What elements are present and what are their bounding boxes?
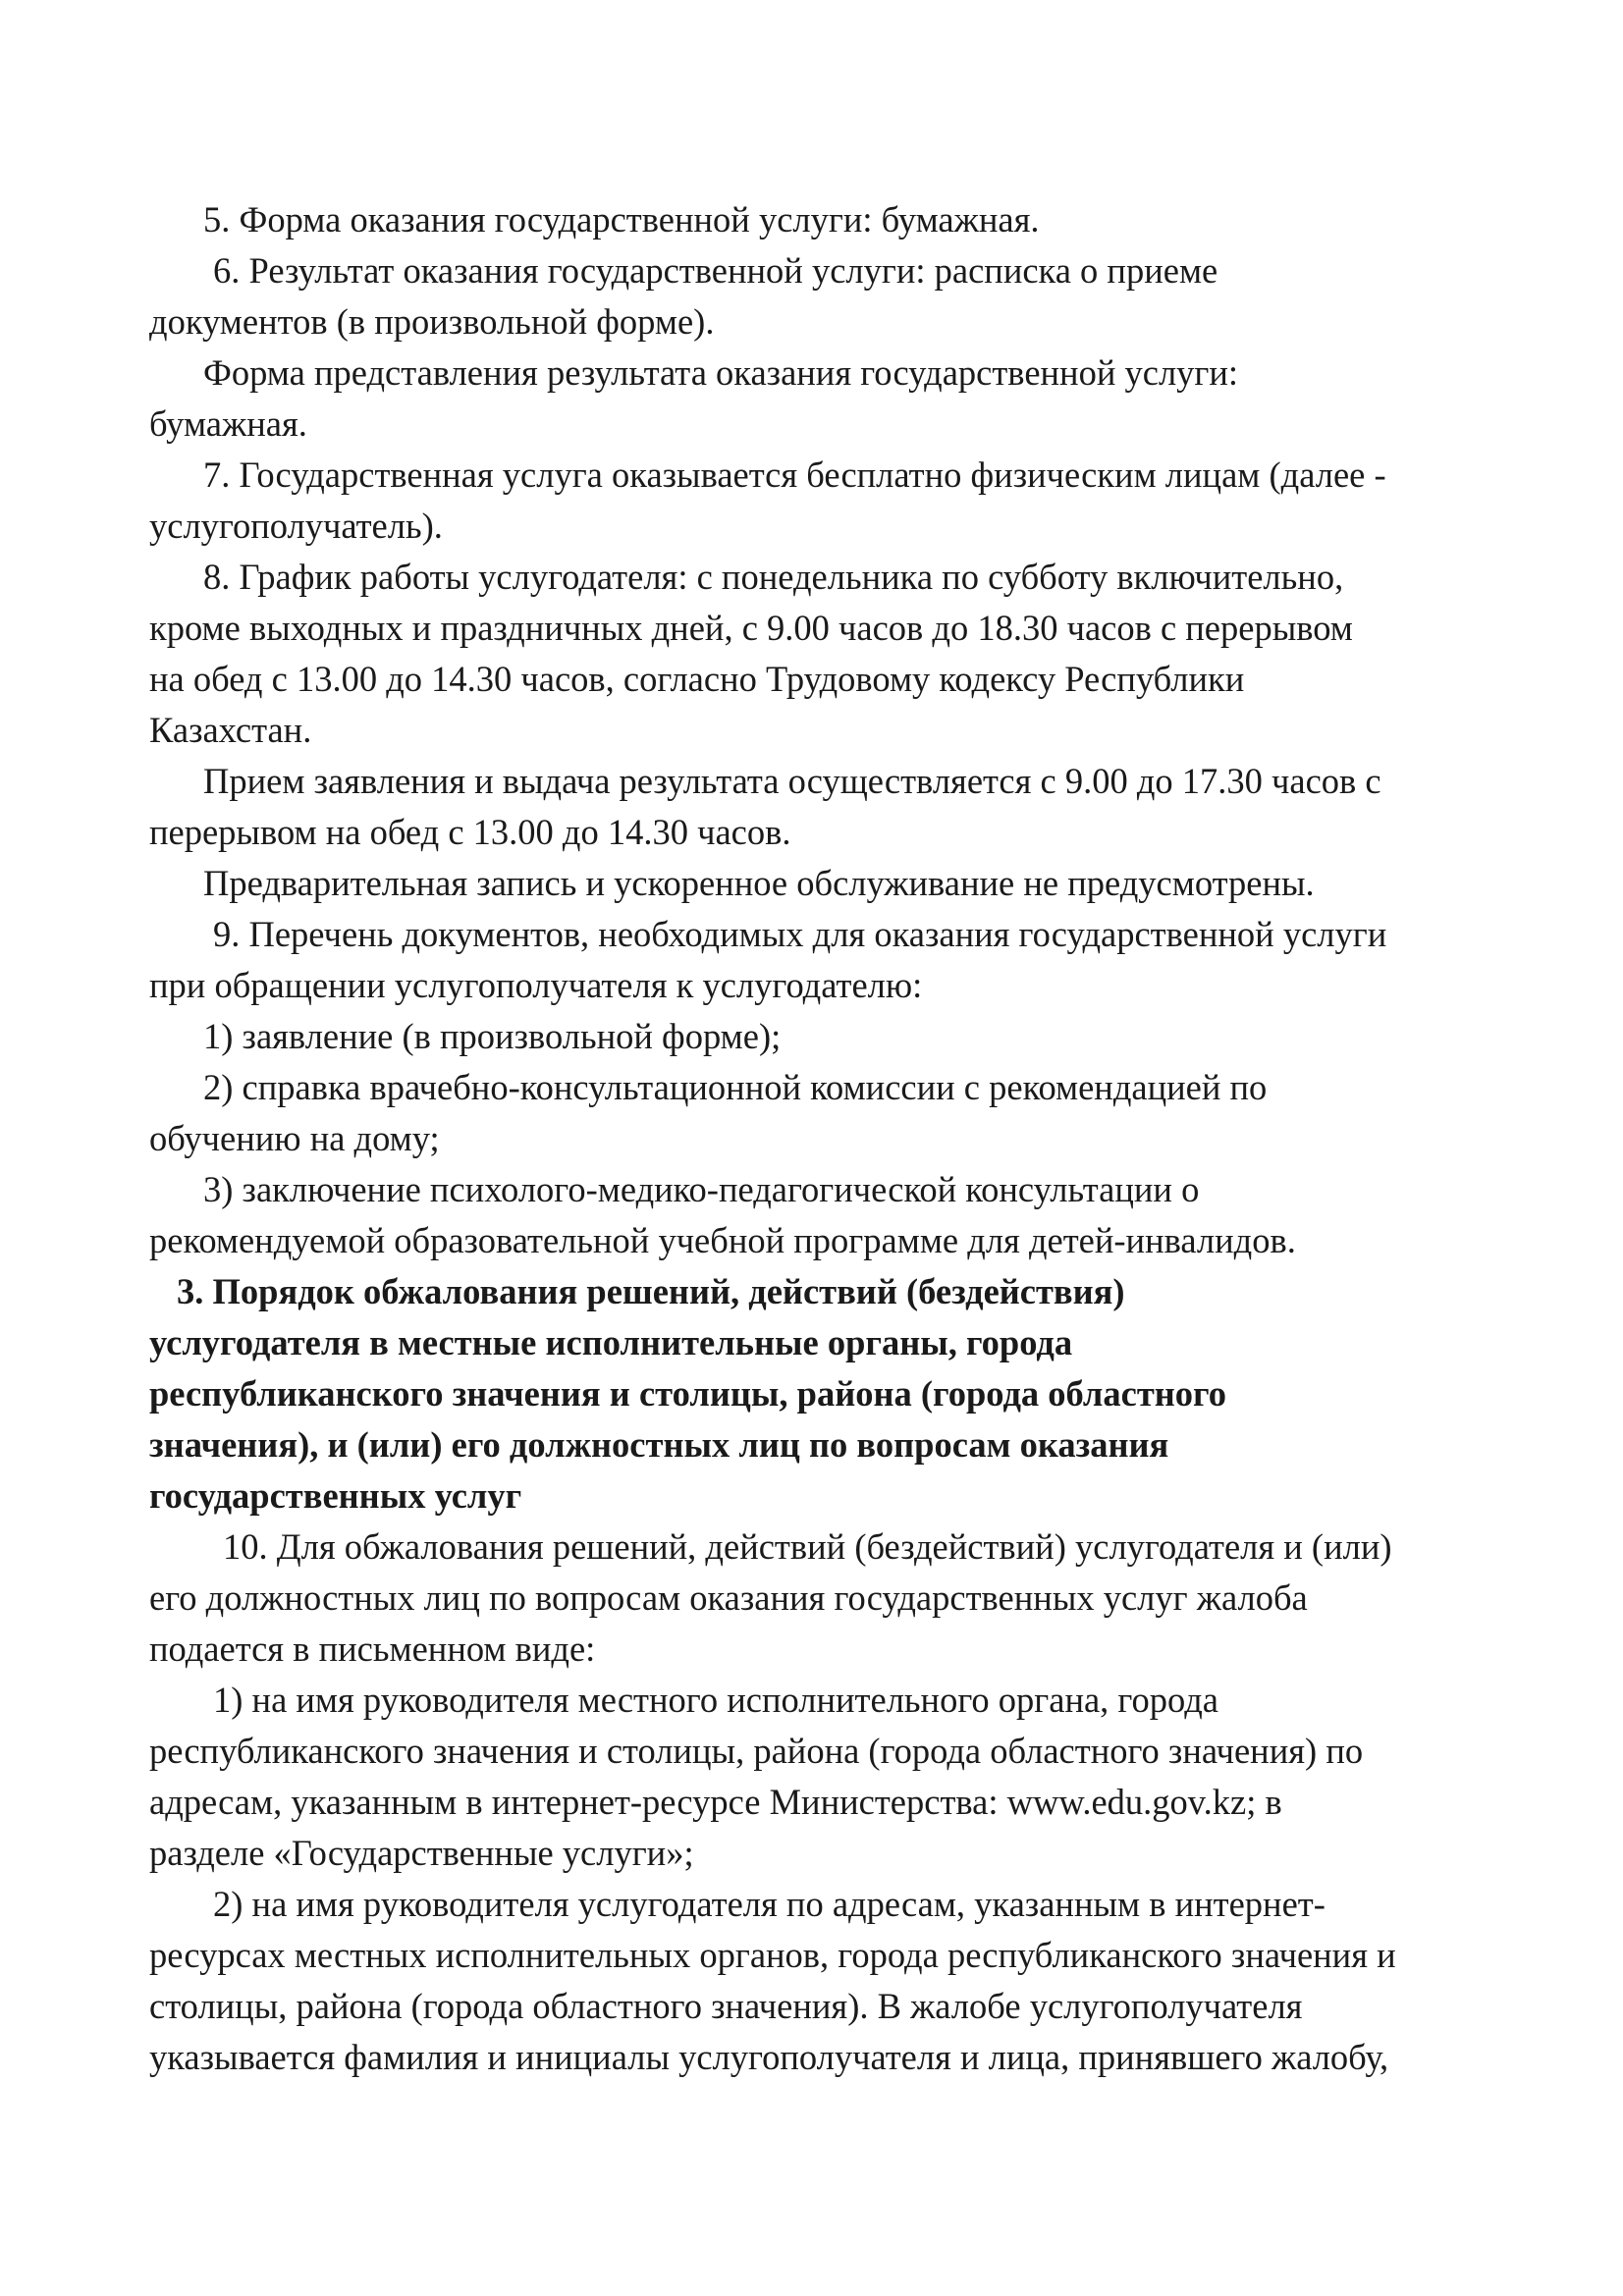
paragraph-line: его должностных лиц по вопросам оказания государственных услуг жалоба (149, 1577, 1308, 1618)
paragraph-line: 1) на имя руководителя местного исполнительного органа, города (213, 1680, 1218, 1720)
paragraph-line: 2) на имя руководителя услугодателя по адресам, указанным в интернет- (213, 1884, 1325, 1924)
paragraph-line: при обращении услугополучателя к услугодателю: (149, 965, 923, 1005)
paragraph-line: 10. Для обжалования решений, действий (бездействий) услугодателя и (или) (223, 1526, 1392, 1567)
document-body (149, 194, 1496, 2083)
section-heading-line: значения), и (или) его должностных лиц по вопросам оказания (149, 1424, 1169, 1465)
paragraph-line: столицы, района (города областного значения). В жалобе услугополучателя (149, 1986, 1303, 2026)
paragraph-line: Прием заявления и выдача результата осуществляется с 9.00 до 17.30 часов с (203, 761, 1381, 801)
section-heading-line: государственных услуг (149, 1475, 522, 1516)
paragraph-line: документов (в произвольной форме). (149, 301, 715, 342)
paragraph-line: 8. График работы услугодателя: с понедельника по субботу включительно, (203, 557, 1344, 597)
paragraph-line: адресам, указанным в интернет-ресурсе Министерства: www.edu.gov.kz; в (149, 1782, 1282, 1822)
paragraph-line: Казахстан. (149, 710, 312, 750)
section-heading-line: услугодателя в местные исполнительные органы, города (149, 1322, 1073, 1362)
paragraph-line: 9. Перечень документов, необходимых для оказания государственной услуги (213, 914, 1387, 954)
paragraph-line: услугополучатель). (149, 506, 443, 546)
paragraph-line: бумажная. (149, 403, 307, 444)
paragraph-line: на обед с 13.00 до 14.30 часов, согласно Трудовому кодексу Республики (149, 659, 1245, 699)
paragraph-line: рекомендуемой образовательной учебной программе для детей-инвалидов. (149, 1220, 1296, 1260)
paragraph-line: подается в письменном виде: (149, 1629, 596, 1669)
paragraph-line: обучению на дому; (149, 1118, 440, 1158)
paragraph-line: 6. Результат оказания государственной услуги: расписка о приеме (213, 250, 1218, 291)
paragraph-line: 5. Форма оказания государственной услуги: бумажная. (203, 199, 1040, 240)
paragraph-line: перерывом на обед с 13.00 до 14.30 часов. (149, 812, 791, 852)
paragraph-line: разделе «Государственные услуги»; (149, 1833, 694, 1873)
section-heading-line: 3. Порядок обжалования решений, действий (бездействия) (177, 1271, 1125, 1311)
paragraph-line: Форма представления результата оказания государственной услуги: (203, 352, 1239, 393)
paragraph-line: 2) справка врачебно-консультационной комиссии с рекомендацией по (203, 1067, 1268, 1107)
paragraph-line: 1) заявление (в произвольной форме); (203, 1016, 782, 1056)
paragraph-line: 7. Государственная услуга оказывается бесплатно физическим лицам (далее - (203, 454, 1386, 495)
paragraph-line: Предварительная запись и ускоренное обслуживание не предусмотрены. (203, 863, 1315, 903)
paragraph-line: ресурсах местных исполнительных органов, города республиканского значения и (149, 1935, 1396, 1975)
section-heading-line: республиканского значения и столицы, района (города областного (149, 1373, 1226, 1414)
paragraph-line: республиканского значения и столицы, района (города областного значения) по (149, 1731, 1364, 1771)
paragraph-line: кроме выходных и праздничных дней, с 9.00 часов до 18.30 часов с перерывом (149, 608, 1353, 648)
paragraph-line: 3) заключение психолого-медико-педагогической консультации о (203, 1169, 1200, 1209)
paragraph-line: указывается фамилия и инициалы услугополучателя и лица, принявшего жалобу, (149, 2037, 1389, 2077)
